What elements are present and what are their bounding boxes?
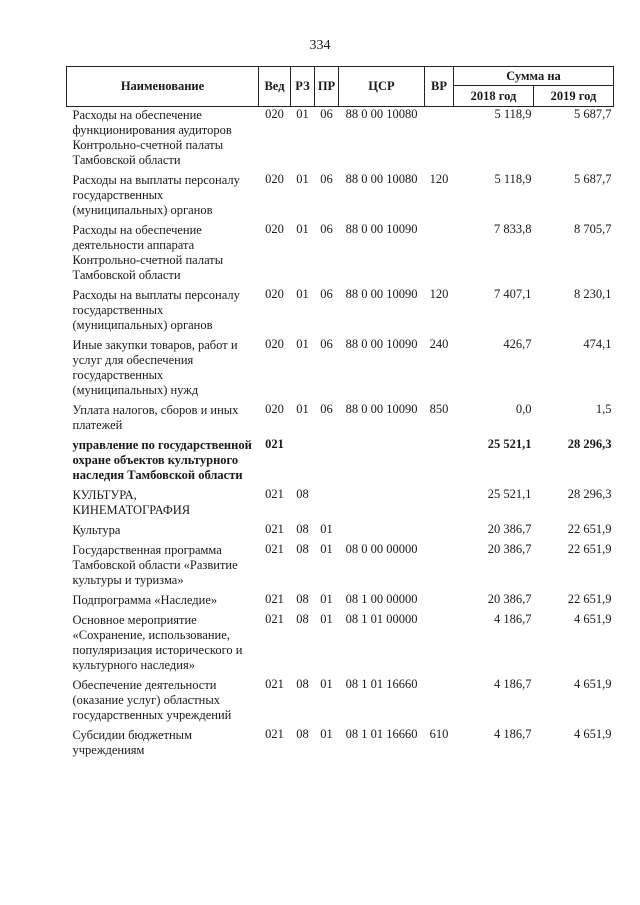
table-header (67, 67, 614, 107)
row-vr: 610 (429, 727, 449, 741)
row-ved: 020 (265, 402, 284, 416)
row-ved: 021 (265, 522, 284, 536)
row-name: Основное мероприятие «Сохранение, использование, популяризация исторического и культурного наследия» (72, 613, 243, 672)
table-row (67, 592, 614, 612)
table-row (67, 487, 614, 522)
budget-table (66, 66, 614, 762)
table-row (67, 107, 614, 173)
row-sum-2018: 0,0 (515, 402, 532, 416)
row-ved: 021 (265, 487, 284, 501)
row-name: Подпрограмма «Наследие» (72, 593, 218, 607)
row-pr: 01 (320, 542, 333, 556)
row-sum-2019: 22 651,9 (567, 522, 612, 536)
row-sum-2018: 5 118,9 (494, 107, 532, 121)
row-ved: 020 (265, 337, 284, 351)
row-sum-2019: 1,5 (595, 402, 612, 416)
row-csr: 88 0 00 10080 (345, 172, 418, 186)
row-sum-2019: 22 651,9 (567, 542, 612, 556)
row-pr: 01 (320, 727, 333, 741)
row-sum-2019: 474,1 (583, 337, 612, 351)
row-name: Расходы на выплаты персоналу государственных (муниципальных) органов (72, 173, 240, 217)
row-ved: 021 (265, 612, 284, 626)
row-sum-2019: 8 705,7 (574, 222, 612, 236)
row-sum-2018: 25 521,1 (487, 437, 532, 451)
row-rz: 08 (296, 612, 309, 626)
row-rz: 01 (296, 337, 309, 351)
table-row (67, 222, 614, 287)
row-sum-2019: 8 230,1 (574, 287, 612, 301)
row-pr: 01 (320, 612, 333, 626)
row-rz: 08 (296, 522, 309, 536)
row-sum-2019: 5 687,7 (574, 172, 612, 186)
row-vr (425, 522, 454, 542)
row-rz: 08 (296, 487, 309, 501)
header-name: Наименование (67, 67, 259, 107)
row-csr: 08 1 01 16660 (345, 677, 418, 691)
header-ved: Вед (259, 67, 291, 107)
row-name: КУЛЬТУРА, КИНЕМАТОГРАФИЯ (72, 488, 191, 517)
row-vr: 850 (429, 402, 449, 416)
row-sum-2019: 28 296,3 (567, 487, 612, 501)
row-sum-2018: 7 407,1 (494, 287, 532, 301)
row-vr: 240 (429, 337, 449, 351)
row-name: Культура (72, 523, 121, 537)
row-csr: 08 1 01 00000 (345, 612, 418, 626)
row-rz: 01 (296, 287, 309, 301)
row-sum-2018: 4 186,7 (494, 727, 532, 741)
table-row (67, 727, 614, 762)
row-csr: 88 0 00 10090 (345, 287, 418, 301)
row-rz: 01 (296, 107, 309, 121)
row-name: Уплата налогов, сборов и иных платежей (72, 403, 239, 432)
table-row (67, 522, 614, 542)
row-name: Субсидии бюджетным учреждениям (72, 728, 192, 757)
table-row (67, 612, 614, 677)
row-sum-2019: 28 296,3 (567, 437, 612, 451)
row-csr: 08 1 01 16660 (345, 727, 418, 741)
row-sum-2018: 5 118,9 (494, 172, 532, 186)
row-csr: 08 0 00 00000 (345, 542, 418, 556)
table-row (67, 337, 614, 402)
header-pr: ПР (315, 67, 339, 107)
row-sum-2018: 4 186,7 (494, 677, 532, 691)
row-sum-2019: 5 687,7 (574, 107, 612, 121)
row-csr: 88 0 00 10090 (345, 402, 418, 416)
row-csr (339, 437, 425, 487)
row-vr (425, 612, 454, 677)
table-row (67, 287, 614, 337)
row-pr (315, 437, 339, 487)
row-sum-2018: 4 186,7 (494, 612, 532, 626)
row-name: Расходы на обеспечение деятельности аппарата Контрольно-счетной палаты Тамбовской области (72, 223, 224, 282)
row-vr: 120 (429, 172, 449, 186)
row-sum-2018: 25 521,1 (487, 487, 532, 501)
row-pr: 01 (320, 592, 333, 606)
header-sum: Сумма на (454, 67, 614, 86)
row-vr (425, 542, 454, 592)
table-row (67, 542, 614, 592)
row-pr: 01 (320, 522, 333, 536)
row-vr: 120 (429, 287, 449, 301)
row-vr (425, 592, 454, 612)
header-2019: 2019 год (534, 86, 614, 107)
row-name: Иные закупки товаров, работ и услуг для обеспечения государственных (муниципальных) нужд (72, 338, 238, 397)
header-vr: ВР (425, 67, 454, 107)
row-pr: 06 (320, 337, 333, 351)
table-row (67, 437, 614, 487)
row-rz: 01 (296, 402, 309, 416)
row-ved: 021 (265, 542, 284, 556)
row-vr (425, 222, 454, 287)
row-name: Расходы на обеспечение функционирования аудиторов Контрольно-счетной палаты Тамбовской области (72, 108, 232, 167)
row-name: Обеспечение деятельности (оказание услуг) областных государственных учреждений (72, 678, 232, 722)
page-number: 334 (309, 38, 331, 53)
row-sum-2018: 20 386,7 (487, 592, 532, 606)
row-pr: 06 (320, 222, 333, 236)
row-sum-2019: 4 651,9 (574, 677, 612, 691)
row-ved: 021 (265, 437, 284, 451)
header-csr: ЦСР (339, 67, 425, 107)
row-rz: 08 (296, 542, 309, 556)
row-rz: 01 (296, 172, 309, 186)
table-body (67, 107, 614, 763)
table-row (67, 677, 614, 727)
row-sum-2019: 4 651,9 (574, 612, 612, 626)
row-csr: 88 0 00 10090 (345, 337, 418, 351)
row-sum-2018: 7 833,8 (494, 222, 532, 236)
row-rz: 08 (296, 727, 309, 741)
header-rz: РЗ (291, 67, 315, 107)
row-ved: 020 (265, 222, 284, 236)
row-rz: 08 (296, 592, 309, 606)
row-ved: 020 (265, 287, 284, 301)
row-pr: 06 (320, 287, 333, 301)
row-name: Расходы на выплаты персоналу государственных (муниципальных) органов (72, 288, 240, 332)
row-csr: 88 0 00 10090 (345, 222, 418, 236)
row-sum-2018: 426,7 (503, 337, 532, 351)
row-rz (291, 437, 315, 487)
row-sum-2019: 4 651,9 (574, 727, 612, 741)
row-csr: 88 0 00 10080 (345, 107, 418, 121)
row-ved: 020 (265, 107, 284, 121)
row-rz: 08 (296, 677, 309, 691)
row-ved: 020 (265, 172, 284, 186)
row-vr (425, 437, 454, 487)
row-sum-2019: 22 651,9 (567, 592, 612, 606)
row-vr (425, 677, 454, 727)
row-sum-2018: 20 386,7 (487, 522, 532, 536)
row-name: управление по государственной охране объектов культурного наследия Тамбовской области (72, 438, 252, 482)
row-pr: 06 (320, 402, 333, 416)
row-vr (425, 487, 454, 522)
header-2018: 2018 год (454, 86, 534, 107)
row-pr: 06 (320, 107, 333, 121)
row-rz: 01 (296, 222, 309, 236)
row-ved: 021 (265, 727, 284, 741)
row-ved: 021 (265, 592, 284, 606)
row-csr (339, 522, 425, 542)
row-vr (425, 107, 454, 173)
row-csr (339, 487, 425, 522)
table-row (67, 402, 614, 437)
row-pr (315, 487, 339, 522)
row-pr: 01 (320, 677, 333, 691)
row-csr: 08 1 00 00000 (345, 592, 418, 606)
row-name: Государственная программа Тамбовской области «Развитие культуры и туризма» (72, 543, 238, 587)
row-sum-2018: 20 386,7 (487, 542, 532, 556)
table-row (67, 172, 614, 222)
row-ved: 021 (265, 677, 284, 691)
row-pr: 06 (320, 172, 333, 186)
